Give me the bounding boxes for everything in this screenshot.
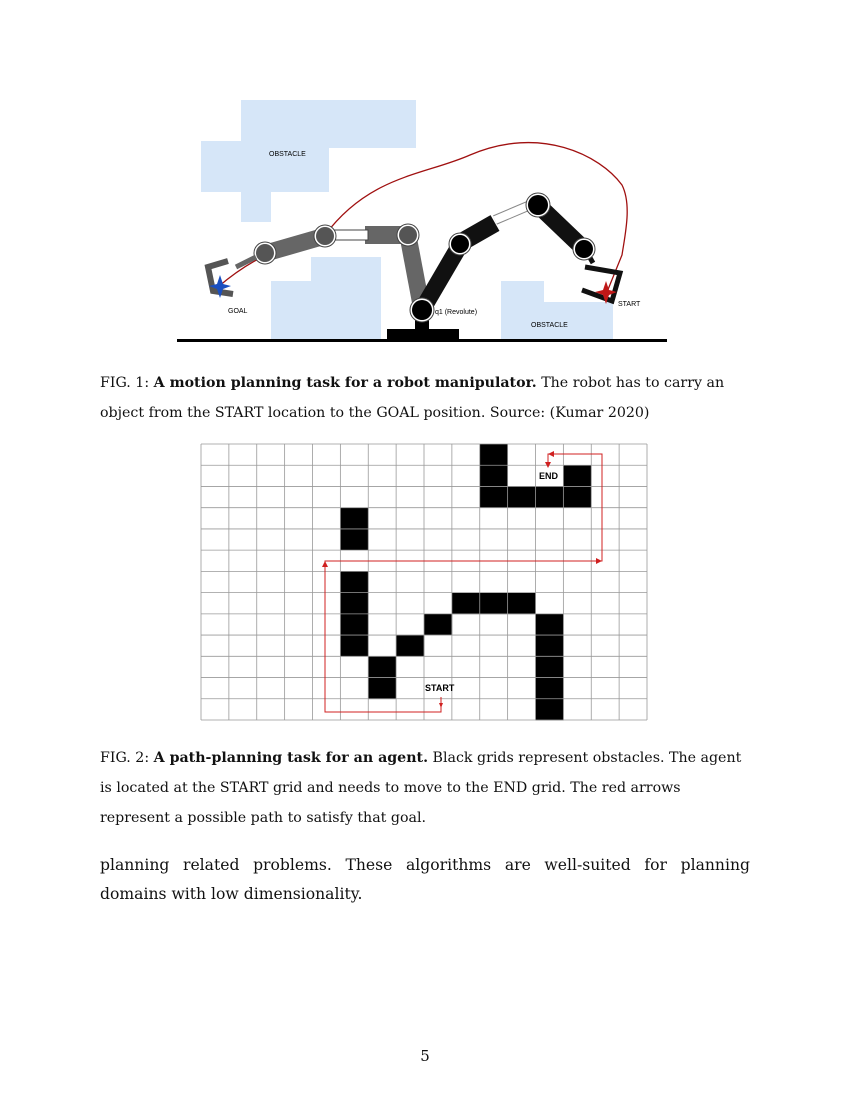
obstacle-cell [536, 486, 564, 508]
obstacle-cells [340, 444, 591, 720]
obstacle-cell [340, 593, 368, 615]
page-number: 5 [420, 1047, 430, 1065]
caption-label: FIG. 2: [100, 750, 150, 766]
caption-title: A motion planning task for a robot manipulator. [153, 375, 537, 391]
obstacle-cell [340, 529, 368, 551]
figure-2-caption [100, 743, 750, 833]
obstacle-cell [536, 656, 564, 678]
obstacle-cell [563, 486, 591, 508]
obstacle-cell [508, 593, 536, 615]
obstacle-cell [563, 465, 591, 487]
obstacle-bottom-label: OBSTACLE [531, 322, 568, 329]
start-label: START [618, 301, 641, 308]
start-cell-label: START [425, 683, 455, 693]
obstacle-cell [536, 699, 564, 721]
obstacle-cell [340, 635, 368, 657]
obstacle-top-label: OBSTACLE [269, 151, 306, 158]
obstacle-cell [508, 486, 536, 508]
obstacle-cell [536, 678, 564, 700]
caption-label: FIG. 1: [100, 375, 150, 391]
obstacle-cell [452, 593, 480, 615]
obstacle-cell [396, 635, 424, 657]
goal-label: GOAL [228, 308, 248, 315]
obstacle-cell [480, 444, 508, 466]
figure-2-path-grid [200, 443, 648, 721]
end-cell-label: END [539, 471, 559, 481]
obstacle-cell [368, 656, 396, 678]
joint-label: q1 (Revolute) [435, 309, 478, 316]
obstacle-cell [536, 614, 564, 636]
caption-text: The robot has to carry an object from the START location to the GOAL position. Source: (Kumar 2020) [100, 375, 725, 421]
body-paragraph: planning related problems. These algorithms are well-suited for planning domains with low dimensionality. [100, 856, 750, 903]
obstacle-cell [480, 593, 508, 615]
figure-1-caption [100, 368, 750, 428]
obstacle-cell [480, 465, 508, 487]
figure-1-robot-manipulator [170, 95, 680, 350]
caption-title: A path-planning task for an agent. [153, 750, 429, 766]
obstacle-cell [480, 486, 508, 508]
obstacle-cell [424, 614, 452, 636]
obstacle-cell [340, 508, 368, 530]
obstacle-cell [340, 614, 368, 636]
obstacle-cell [340, 571, 368, 593]
obstacle-cell [368, 678, 396, 700]
obstacle-cell [536, 635, 564, 657]
caption-text: Black grids represent obstacles. The agent is located at the START grid and needs to move to the END grid. The red arrows represent a possible path to satisfy that goal. [100, 750, 742, 826]
